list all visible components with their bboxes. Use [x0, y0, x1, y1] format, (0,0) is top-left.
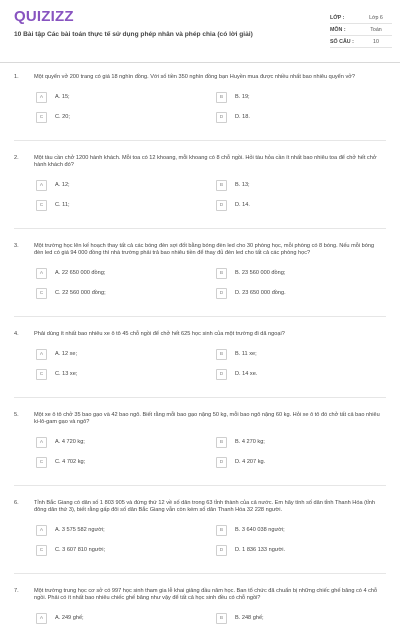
answer-options: [34, 523, 386, 557]
question: [14, 588, 386, 625]
answer-options: [34, 347, 386, 381]
answer-option[interactable]: [34, 455, 206, 469]
answer-options: [34, 90, 386, 124]
question-list: [0, 74, 400, 625]
question-text: Tỉnh Bắc Giang có dân số 1 803 905 và đứng thứ 12 về số dân trong 63 tỉnh thành của cả nước. Em hãy tính số dân tỉnh Thanh Hóa (tỉnh đông dân thứ 3), biết rằng gấp đôi số dân Bắc Giang vẫn còn kém số dân Thanh Hóa 32 228 người.: [34, 500, 376, 513]
answer-option[interactable]: [34, 435, 206, 449]
option-text: C. 22 560 000 đồng;: [55, 290, 106, 296]
question-text: Một xe ô tô chở 35 bao gạo và 42 bao ngô. Biết rằng mỗi bao gạo nặng 50 kg, mỗi bao ngô nặng 60 kg. Hỏi xe ô tô đó chở tất cả bao nhiêu ki-lô-gam gạo và ngô?: [34, 412, 380, 425]
option-letter: C: [36, 369, 47, 380]
answer-options: [34, 611, 386, 625]
option-text: A. 12 xe;: [55, 351, 78, 357]
option-text: B. 13;: [235, 182, 250, 188]
option-letter: A: [36, 437, 47, 448]
option-letter: D: [216, 112, 227, 123]
answer-option[interactable]: [214, 367, 386, 381]
answer-option[interactable]: [214, 523, 386, 537]
option-text: C. 11;: [55, 202, 70, 208]
quizizz-logo: QUIZIZZ: [14, 8, 74, 25]
option-letter: B: [216, 268, 227, 279]
option-letter: B: [216, 180, 227, 191]
option-text: C. 13 xe;: [55, 371, 78, 377]
option-text: D. 23 650 000 đồng.: [235, 290, 286, 296]
answer-option[interactable]: [214, 435, 386, 449]
option-letter: B: [216, 92, 227, 103]
option-text: A. 15;: [55, 94, 70, 100]
option-text: D. 18.: [235, 114, 250, 120]
answer-options: [34, 178, 386, 212]
option-letter: C: [36, 457, 47, 468]
answer-option[interactable]: [214, 543, 386, 557]
answer-option[interactable]: [214, 110, 386, 124]
option-text: B. 19;: [235, 94, 250, 100]
option-text: D. 1 836 133 người.: [235, 547, 286, 553]
meta-value: 10: [373, 38, 379, 45]
option-text: A. 4 720 kg;: [55, 439, 85, 445]
question-text: Một trường trung học cơ sở có 997 học sinh tham gia lễ khai giảng đầu năm học. Ban tổ chức đã chuẩn bị những chiếc ghế băng có 4 chỗ ngồi. Phải có ít nhất bao nhiêu chiếc ghế băng như vậy để tất cả học sinh đều có chỗ ngồi?: [34, 588, 378, 601]
option-text: B. 248 ghế;: [235, 615, 264, 621]
question-divider: [14, 485, 386, 486]
question: [14, 412, 386, 469]
option-letter: C: [36, 112, 47, 123]
question-divider: [14, 397, 386, 398]
answer-option[interactable]: [214, 90, 386, 104]
answer-option[interactable]: [34, 90, 206, 104]
option-text: B. 23 560 000 đồng;: [235, 270, 286, 276]
option-letter: A: [36, 92, 47, 103]
question-number: 2.: [14, 155, 19, 161]
option-letter: B: [216, 613, 227, 624]
question: [14, 500, 386, 557]
meta-row-count: [330, 36, 392, 48]
answer-option[interactable]: [34, 611, 206, 625]
option-letter: D: [216, 369, 227, 380]
question-divider: [14, 140, 386, 141]
answer-option[interactable]: [34, 286, 206, 300]
question-text: Một quyển vở 200 trang có giá 18 nghìn đồng. Với số tiền 350 nghìn đồng bạn Huyền mua được nhiều nhất bao nhiêu quyển vở?: [34, 74, 356, 80]
option-letter: A: [36, 525, 47, 536]
answer-option[interactable]: [214, 347, 386, 361]
option-text: D. 14 xe.: [235, 371, 258, 377]
question-number: 5.: [14, 412, 19, 418]
option-text: D. 14.: [235, 202, 250, 208]
option-letter: B: [216, 525, 227, 536]
answer-option[interactable]: [214, 178, 386, 192]
option-text: A. 3 575 582 người;: [55, 527, 105, 533]
meta-key: SỐ CÂU :: [330, 38, 354, 45]
answer-options: [34, 435, 386, 469]
option-text: D. 4 207 kg.: [235, 459, 266, 465]
question: [14, 331, 386, 381]
question-number: 3.: [14, 243, 19, 249]
option-text: B. 4 270 kg;: [235, 439, 265, 445]
answer-option[interactable]: [34, 110, 206, 124]
question: [14, 74, 386, 124]
answer-option[interactable]: [214, 611, 386, 625]
option-letter: A: [36, 613, 47, 624]
question-divider: [14, 228, 386, 229]
worksheet-header: [0, 0, 400, 63]
option-letter: A: [36, 180, 47, 191]
option-letter: D: [216, 545, 227, 556]
answer-option[interactable]: [34, 523, 206, 537]
option-text: A. 12;: [55, 182, 70, 188]
question-number: 6.: [14, 500, 19, 506]
option-text: A. 22 650 000 đồng;: [55, 270, 106, 276]
question-text: Một tàu cần chở 1200 hành khách. Mỗi toa có 12 khoang, mỗi khoang có 8 chỗ ngồi. Hỏi tàu hỏa cần ít nhất bao nhiêu toa để chở hết chở hành khách đó?: [34, 155, 377, 168]
option-text: C. 3 607 810 người;: [55, 547, 106, 553]
meta-key: LỚP :: [330, 14, 345, 21]
answer-option[interactable]: [34, 543, 206, 557]
question-divider: [14, 573, 386, 574]
option-letter: C: [36, 545, 47, 556]
question-text: Phải dùng ít nhất bao nhiêu xe ô tô 45 chỗ ngồi để chở hết 625 học sinh của một trường đi dã ngoại?: [34, 331, 285, 337]
option-letter: C: [36, 200, 47, 211]
question-number: 1.: [14, 74, 19, 80]
option-letter: A: [36, 349, 47, 360]
question-divider: [14, 316, 386, 317]
answer-option[interactable]: [214, 266, 386, 280]
answer-options: [34, 266, 386, 300]
answer-option[interactable]: [34, 367, 206, 381]
answer-option[interactable]: [214, 286, 386, 300]
question-number: 4.: [14, 331, 19, 337]
option-text: B. 3 640 038 người;: [235, 527, 285, 533]
question: [14, 243, 386, 300]
answer-option[interactable]: [34, 178, 206, 192]
meta-value: Toán: [370, 26, 382, 33]
option-letter: A: [36, 268, 47, 279]
option-letter: B: [216, 349, 227, 360]
question-number: 7.: [14, 588, 19, 594]
option-text: A. 249 ghế;: [55, 615, 84, 621]
worksheet-meta: [330, 12, 392, 48]
question: [14, 155, 386, 212]
meta-value: Lớp 6: [369, 14, 383, 21]
option-letter: D: [216, 288, 227, 299]
worksheet-title: 10 Bài tập Các bài toán thực tế sử dụng phép nhân và phép chia (có lời giải): [14, 31, 253, 38]
option-text: C. 20;: [55, 114, 70, 120]
option-text: C. 4 702 kg;: [55, 459, 86, 465]
option-letter: B: [216, 437, 227, 448]
option-text: B. 11 xe;: [235, 351, 257, 357]
meta-row-class: [330, 12, 392, 24]
option-letter: D: [216, 200, 227, 211]
option-letter: D: [216, 457, 227, 468]
meta-key: MÔN :: [330, 26, 346, 33]
meta-row-subject: [330, 24, 392, 36]
question-text: Một trường học lên kế hoạch thay tất cả các bóng đèn sợi đốt bằng bóng đèn led cho 30 phòng học, mỗi phòng có 8 bóng. Nếu mỗi bóng đèn led có giá 94 000 đồng thì nhà trường phải trả bao nhiêu tiền để thay đủ đèn led cho tất cả các phòng học?: [34, 243, 375, 256]
answer-option[interactable]: [34, 347, 206, 361]
answer-option[interactable]: [34, 266, 206, 280]
answer-option[interactable]: [214, 198, 386, 212]
answer-option[interactable]: [34, 198, 206, 212]
option-letter: C: [36, 288, 47, 299]
answer-option[interactable]: [214, 455, 386, 469]
